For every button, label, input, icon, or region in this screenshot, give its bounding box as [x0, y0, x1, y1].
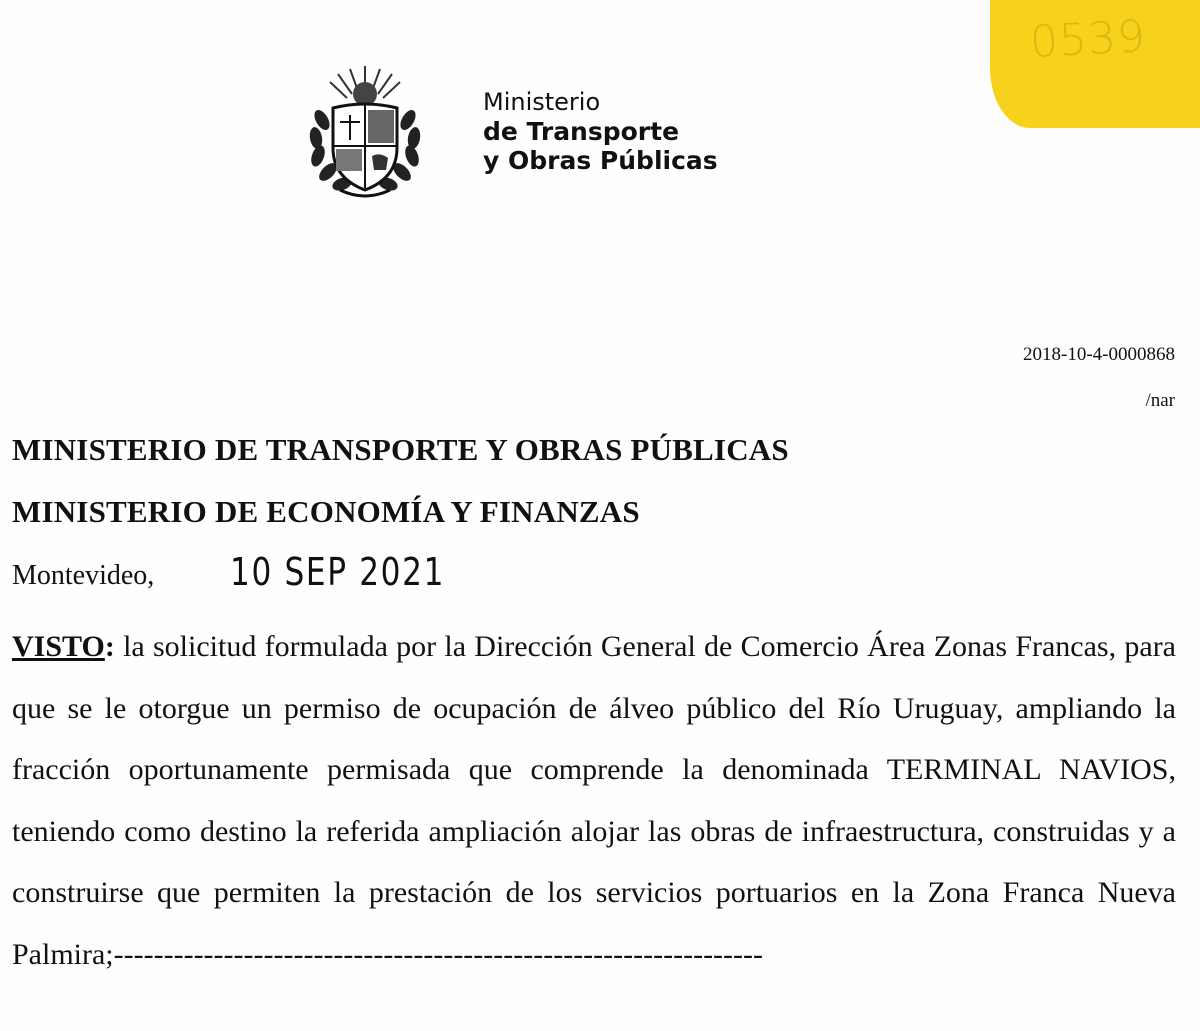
ministry-line-1: Ministerio	[483, 88, 601, 116]
folio-number: 0539	[1028, 10, 1148, 69]
document-reference-code: 2018-10-4-0000868	[1023, 344, 1175, 365]
heading-mtop: MINISTERIO DE TRANSPORTE Y OBRAS PÚBLICAS	[12, 432, 789, 467]
place-label: Montevideo,	[12, 560, 155, 591]
ministry-line-3: y Obras Públicas	[483, 146, 718, 175]
typist-initials: /nar	[1145, 390, 1175, 411]
ministry-name-block	[483, 88, 718, 175]
date-stamp: 10 SEP 2021	[230, 550, 446, 594]
coat-of-arms-icon	[300, 60, 430, 200]
visto-label	[12, 630, 115, 663]
visto-colon: :	[104, 630, 115, 663]
ministry-line-2: de Transporte	[483, 117, 680, 146]
visto-body: la solicitud formulada por la Dirección General de Comercio Área Zonas Francas, para que se le otorgue un permiso de ocupación de álveo público del Río Uruguay, ampliando la fracción oportunamente permisada que comprende la denominada TERMINAL NAVIOS, teniendo como destino la referida ampliación alojar las obras de infraestructura, construidas y a construirse que permiten la prestación de los servicios portuarios en la Zona Franca Nueva Palmira;-----------------------------------------------------------------	[12, 630, 1176, 971]
visto-word: VISTO	[12, 630, 105, 663]
heading-mef: MINISTERIO DE ECONOMÍA Y FINANZAS	[12, 494, 640, 529]
visto-paragraph	[12, 616, 1176, 985]
